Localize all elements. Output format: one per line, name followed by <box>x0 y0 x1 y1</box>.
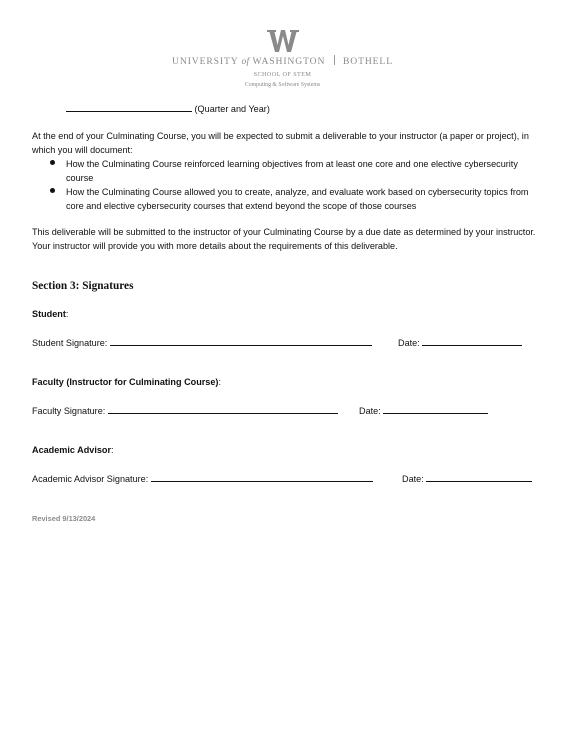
advisor-date-row <box>402 472 532 487</box>
uw-w-logo-icon <box>267 30 299 52</box>
bullet-icon <box>50 188 55 193</box>
faculty-heading <box>32 377 221 387</box>
advisor-date-field[interactable] <box>426 472 532 482</box>
student-signature-row <box>32 336 372 351</box>
advisor-date-label: Date: <box>402 474 424 484</box>
advisor-heading <box>32 445 114 455</box>
faculty-signature-label: Faculty Signature: <box>32 406 106 416</box>
university-word: UNIVERSITY <box>172 56 239 67</box>
closing-paragraph: This deliverable will be submitted to the instructor of your Culminating Course by a due date as determined by your instructor. Your instructor will provide you with more details about the requirements of this deliverable. <box>32 227 536 251</box>
intro-paragraph: At the end of your Culminating Course, you will be expected to submit a deliverable to your instructor (a paper or project), in which you will document: <box>32 131 529 155</box>
student-heading-colon: : <box>65 309 69 319</box>
faculty-heading-colon: : <box>218 377 221 387</box>
student-signature-label: Student Signature: <box>32 338 108 348</box>
student-heading <box>32 309 68 319</box>
section-title: Section 3: Signatures <box>32 280 134 292</box>
faculty-date-label: Date: <box>359 406 381 416</box>
advisor-heading-colon: : <box>111 445 114 455</box>
advisor-signature-field[interactable] <box>151 472 373 482</box>
student-signature-field[interactable] <box>110 336 372 346</box>
logo-divider <box>334 55 335 65</box>
quarter-year-line <box>66 102 270 117</box>
university-name <box>0 55 565 67</box>
faculty-heading-label: Faculty (Instructor for Culminating Course) <box>32 377 219 387</box>
university-of: of <box>241 56 250 67</box>
faculty-signature-field[interactable] <box>108 404 338 414</box>
student-heading-label: Student <box>32 309 66 319</box>
program-name: Computing & Software Systems <box>244 82 321 88</box>
campus-name: BOTHELL <box>342 56 393 67</box>
quarter-year-label: (Quarter and Year) <box>194 104 270 114</box>
student-date-label: Date: <box>398 338 420 348</box>
faculty-date-row <box>359 404 488 419</box>
advisor-heading-label: Academic Advisor <box>32 445 112 455</box>
quarter-year-blank[interactable] <box>66 102 192 112</box>
advisor-signature-label: Academic Advisor Signature: <box>32 474 149 484</box>
bullet-item-1: How the Culminating Course reinforced learning objectives from at least one core and one elective cybersecurity course <box>66 159 518 183</box>
bullet-icon <box>50 160 55 165</box>
school-name: SCHOOL OF STEM <box>253 71 312 78</box>
washington-word: WASHINGTON <box>252 56 326 67</box>
revised-date: Revised 9/13/2024 <box>32 514 96 523</box>
bullet-item-2: How the Culminating Course allowed you to create, analyze, and evaluate work based on cybersecurity topics from core and elective cybersecurity courses that extend beyond the scope of those courses <box>66 187 529 211</box>
student-date-field[interactable] <box>422 336 522 346</box>
faculty-signature-row <box>32 404 338 419</box>
faculty-date-field[interactable] <box>383 404 488 414</box>
advisor-signature-row <box>32 472 373 487</box>
student-date-row <box>398 336 522 351</box>
